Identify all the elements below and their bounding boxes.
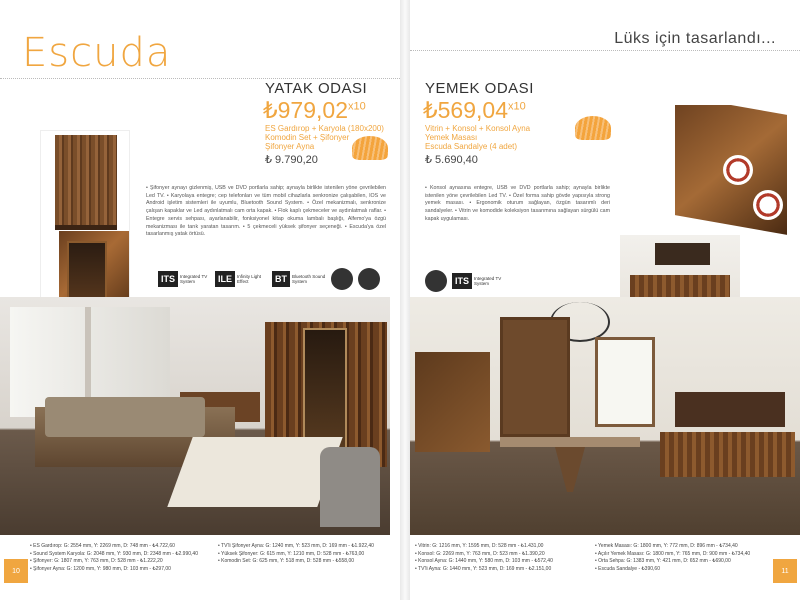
list-item: • Sound System Karyola: G: 2048 mm, Y: 930 mm, D: 2348 mm - ₺2.990,40 [30, 550, 198, 557]
its-logo: ITS Integrated TV System [158, 271, 210, 287]
specs-column-2 [595, 543, 770, 573]
list-item: • TV'li Ayna: G: 1440 mm, Y: 523 mm, D: 169 mm - ₺2.151,00 [415, 565, 552, 572]
cabinet-body [55, 135, 117, 225]
specs-column-2 [218, 543, 398, 566]
list-item: • Açılır Yemek Masası: G: 1800 mm, Y: 765 mm, D: 900 mm - ₺734,40 [595, 550, 751, 557]
bluetooth-logo: BT Bluetooth Sound System [272, 271, 326, 287]
list-item: Vitrin + Konsol + Konsol Ayna [425, 124, 531, 133]
feature-logos [425, 270, 504, 292]
tagline: Lüks için tasarlandı... [614, 30, 776, 47]
tv-shape [675, 392, 785, 427]
divider-line [0, 78, 400, 79]
section-title-bedroom: YATAK ODASI [265, 80, 368, 97]
shell-icon [575, 116, 611, 140]
list-item: • ES Gardırop: G: 2554 mm, Y: 2269 mm, D: 748 mm - ₺4.722,60 [30, 543, 175, 549]
feature-badge-icon [331, 268, 353, 290]
page-number: 11 [773, 559, 797, 583]
dining-table-leg [555, 447, 585, 492]
sideboard-shape [660, 432, 795, 477]
specs-column-1 [415, 543, 585, 573]
window-shape [595, 337, 655, 427]
description-dining: • Konsol aynasına entegre, USB ve DVD portlarla sahip; aynayla birlikte istenilen yöne çevrilebilen Led TV. • Özel forma sahip gövde yapısıyla strong yemek masası. • Ergonomik oturum sağlayan, özgün tasarımlı deri sandalyeler. • Vitrin ve komodide koleksiyon tasarımına sağlayan sürgülü cam kapak uygulaması. [425, 185, 610, 222]
page-number: 10 [4, 559, 28, 583]
plate-shape [723, 155, 753, 185]
list-item: ES Gardırop + Karyola (180x200) [265, 124, 384, 133]
list-item: Yemek Masası [425, 133, 478, 142]
console-tv-shape [655, 243, 710, 265]
list-item: • Komodin Set: G: 625 mm, Y: 518 mm, D: 528 mm - ₺558,00 [218, 558, 355, 565]
cabinet-shelf [55, 225, 117, 230]
list-item: Escuda Sandalye (4 adet) [425, 142, 518, 151]
list-item: • TV'li Şifonyer Ayna: G: 1240 mm, Y: 523 mm, D: 169 mm - ₺1.922,40 [218, 543, 374, 549]
list-item: • Vitrin: G: 1216 mm, Y: 1595 mm, D: 528 mm - ₺1.431,00 [415, 543, 544, 549]
shell-icon [352, 136, 388, 160]
divider-line [410, 50, 800, 51]
items-list-dining [425, 124, 530, 151]
price-dining: $₺569,04^{x10}$ [423, 97, 526, 123]
list-item: • Yemek Masası: G: 1800 mm, Y: 772 mm, D: 896 mm - ₺734,40 [595, 543, 738, 549]
plate-shape [753, 190, 783, 220]
cabinet-photo [40, 130, 130, 325]
list-item: Şifonyer Ayna [265, 142, 315, 151]
total-price-dining: ₺ 5.690,40 [425, 154, 478, 166]
armchair-shape [320, 447, 380, 527]
bed-cover-shape [45, 397, 205, 437]
vitrin-photo [675, 105, 787, 235]
list-item: • Konsol Ayna: G: 1440 mm, Y: 580 mm, D: 103 mm - ₺572,40 [415, 558, 553, 565]
feature-badge-icon [425, 270, 447, 292]
its-logo: ITS Integrated TV System [452, 273, 504, 289]
list-item: • Şifonyer: G: 1807 mm, Y: 763 mm, D: 528 mm - ₺1.222,20 [30, 558, 163, 565]
dining-room-photo [410, 297, 800, 535]
list-item: • Şifonyer Ayna: G: 1200 mm, Y: 980 mm, D: 103 mm - ₺297,00 [30, 565, 171, 572]
door-shape [500, 317, 570, 437]
list-item: • Yüksek Şifonyer: G: 615 mm, Y: 1210 mm, D: 528 mm - ₺763,00 [218, 550, 365, 557]
list-item: Komodin Set + Şifonyer [265, 133, 350, 142]
dining-table-shape [500, 437, 640, 447]
list-item: • Escuda Sandalye - ₺390,60 [595, 565, 660, 572]
bedroom-photo [0, 297, 390, 535]
section-title-dining: YEMEK ODASI [425, 80, 534, 97]
total-price-bedroom: ₺ 9.790,20 [265, 154, 318, 166]
ile-logo: ILE Infinity Light Effect [215, 271, 267, 287]
book-gutter [400, 0, 410, 600]
rug-shape [167, 437, 342, 507]
specs-column-1 [30, 543, 215, 573]
right-page [410, 0, 800, 600]
price-bedroom: $₺979,02^{x10}$ [263, 97, 366, 123]
list-item: • Orta Sehpa: G: 1383 mm, Y: 421 mm, D: 652 mm - ₺690,00 [595, 558, 731, 565]
brand-title: Escuda [22, 30, 172, 76]
list-item: • Konsol: G: 2269 mm, Y: 763 mm, D: 523 mm - ₺1.390,20 [415, 550, 545, 557]
feature-badge-icon [358, 268, 380, 290]
vitrin-shape [415, 352, 490, 452]
description-bedroom: • Şifonyer aynayı gizlenmiş, USB ve DVD portlarla sahip; aynayla birlikte istenilen yöne çevrilebilen Led TV. • Karyolaya entegre; cep telefonları ve tüm mobil cihazlarla senkronize çalışabilen, IOS ve Android işletim sistemleri ile uyumlu, Bluetooth Sound System. • Özel mekanizmalı, senkronize çalışan kapaklar ve Led aydınlatmalı cam orta kapak. • Flok kaplı çekmeceler ve aydınlatmalı raflar. • Entegre servis sehpası, ayarlanabilir, fonksiyonel kitap okuma lambalı başlığı, Alfemo'ya özgü mekanizması ile tarık yaratan tasarım. • 5 çekmeceli yüksek şifonyer seçeneği. • Escuda'ya özel tasarlanmış yatak örtüsü. [146, 185, 386, 238]
feature-logos [158, 268, 380, 290]
